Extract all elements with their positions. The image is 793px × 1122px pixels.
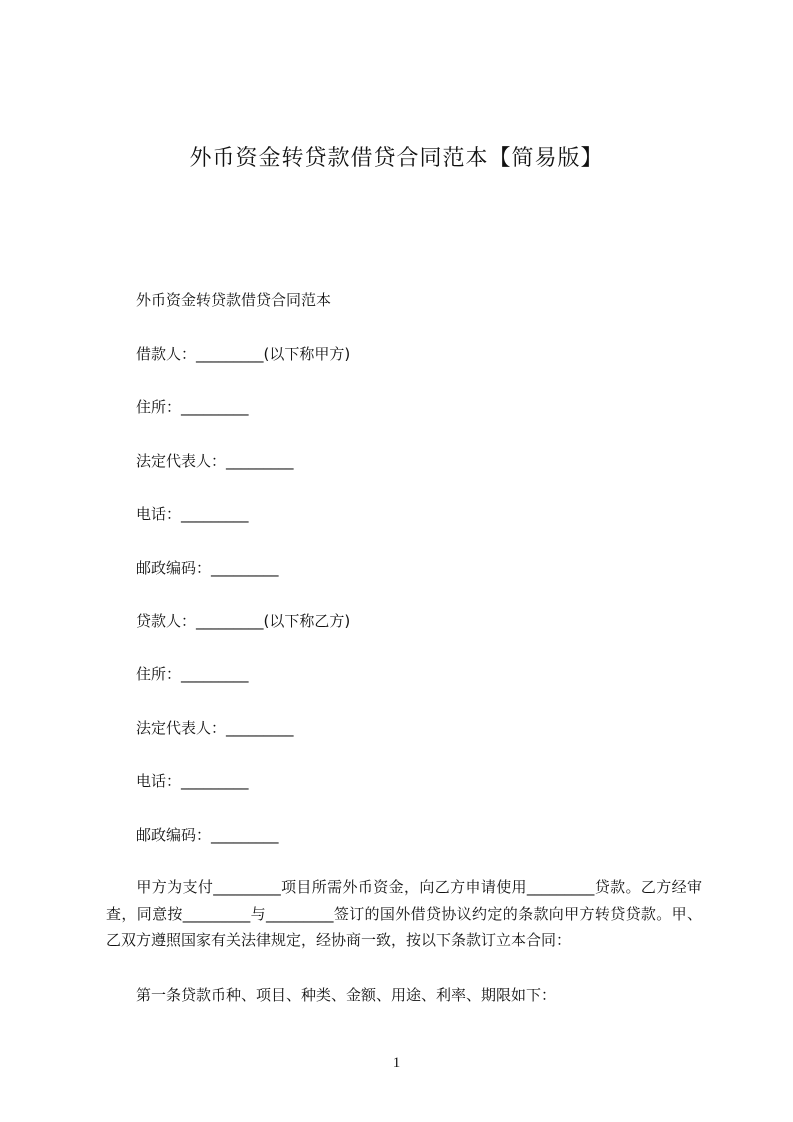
intro-paragraph [106,874,702,954]
field-borrower-postcode: 邮政编码：_________ [136,559,279,577]
field-lender: 贷款人：_________(以下称乙方) [136,612,351,630]
page-number: 1 [392,1055,401,1071]
intro-paragraph-text: 甲方为支付_________项目所需外币资金，向乙方申请使用_________贷款。乙方经审查，同意按_________与_________签订的国外借贷协议约定的条款向甲方转贷贷款。甲、乙双方遵照国家有关法律规定，经协商一致，按以下条款订立本合同： [106,878,702,949]
field-lender-postcode: 邮政编码：_________ [136,826,279,844]
field-lender-phone: 电话：_________ [136,772,249,790]
field-lender-legal-rep: 法定代表人：_________ [136,719,294,737]
document-subtitle: 外币资金转贷款借贷合同范本 [136,291,332,309]
document-title: 外币资金转贷款借贷合同范本【简易版】 [189,146,604,171]
field-borrower-address: 住所：_________ [136,398,249,416]
field-lender-address: 住所：_________ [136,665,249,683]
field-borrower: 借款人：_________(以下称甲方) [136,345,351,363]
article-one: 第一条贷款币种、项目、种类、金额、用途、利率、期限如下： [136,986,557,1004]
field-borrower-phone: 电话：_________ [136,505,249,523]
field-borrower-legal-rep: 法定代表人：_________ [136,452,294,470]
